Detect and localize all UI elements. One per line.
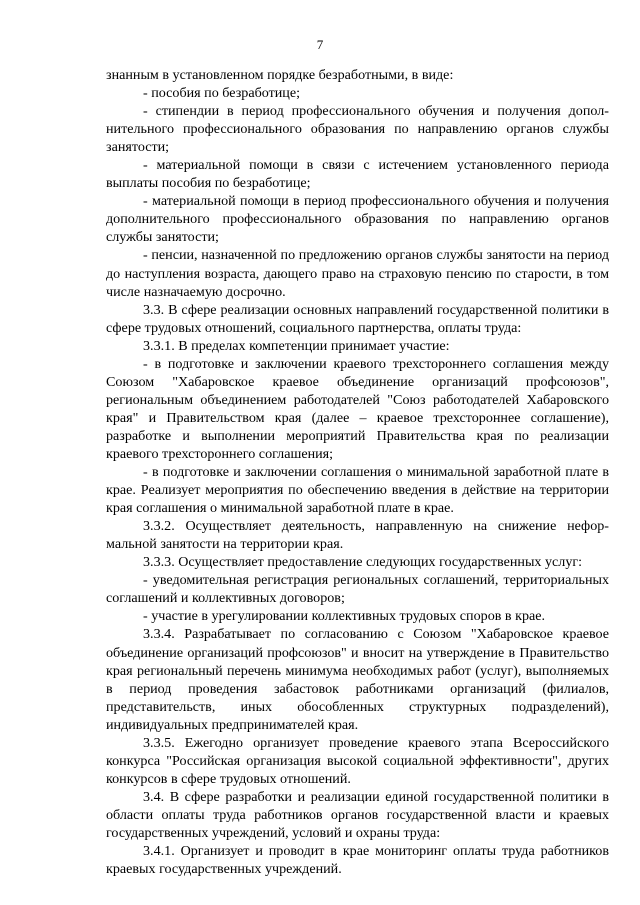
section-heading-3-4: 3.4. В сфере разработки и реализации единой государственной политики в области оплаты труда работников органов государственной власти и краевых государственных учреждений, условий и охраны труда: <box>106 788 609 841</box>
clause-3-3-5: 3.3.5. Ежегодно организует проведение краевого этапа Всероссийского конкурса "Российская организация высокой социальной эффективности", других конкурсов в сфере трудовых отношений. <box>106 734 609 787</box>
list-item: - уведомительная регистрация региональных соглашений, территориальных соглашений и коллективных договоров; <box>106 572 609 607</box>
list-item: - в подготовке и заключении соглашения о минимальной заработной плате в крае. Реализует мероприятия по обеспечению введения в действие на территории края соглашения о минимальной заработной плате в крае. <box>106 464 609 517</box>
list-item: - пособия по безработице; <box>143 85 301 102</box>
clause-3-3-4: 3.3.4. Разрабатывает по согласованию с Союзом "Хабаровское краевое объединение организаций профсоюзов" и вносит на утверждение в Правительство края региональный перечень минимума необходимых работ (услуг), выполняемых в период проведения забастовок работниками организаций (филиалов, представительств, иных обособленных структурных подразделений), индивидуальных предпринимателей края. <box>106 626 609 733</box>
clause-3-3-1: 3.3.1. В пределах компетенции принимает участие: <box>143 337 450 354</box>
clause-3-3-2: 3.3.2. Осуществляет деятельность, направленную на снижение неформальной занятости на территории края. <box>106 518 609 553</box>
list-item: - материальной помощи в период профессионального обучения и получения дополнительного профессионального образования по направлению органов службы занятости; <box>106 193 609 246</box>
section-heading-3-3: 3.3. В сфере реализации основных направлений государственной политики в сфере трудовых отношений, социального партнерства, оплаты труда: <box>106 301 609 336</box>
list-item: - участие в урегулировании коллективных трудовых споров в крае. <box>143 608 546 625</box>
list-item: - материальной помощи в связи с истечением установленного периода выплаты пособия по безработице; <box>106 157 609 192</box>
paragraph: знанным в установленном порядке безработными, в виде: <box>106 67 454 83</box>
page-number: 7 <box>316 37 324 52</box>
list-item: - пенсии, назначенной по предложению органов службы занятости на период до наступления возраста, дающего право на страховую пенсию по старости, в том числе назначаемую досрочно. <box>106 247 609 300</box>
list-item: - стипендии в период профессионального обучения и получения дополнительного профессионального образования по направлению органов службы занятости; <box>106 103 609 156</box>
clause-3-3-3: 3.3.3. Осуществляет предоставление следующих государственных услуг: <box>143 554 583 571</box>
document-body <box>106 66 609 878</box>
clause-3-4-1: 3.4.1. Организует и проводит в крае мониторинг оплаты труда работников краевых государственных учреждений. <box>106 843 609 878</box>
list-item: - в подготовке и заключении краевого трехстороннего соглашения между Союзом "Хабаровское краевое объединение организаций профсоюзов", региональным объединением работодателей "Союз работодателей Хабаровского края" и Правительством края (далее – краевое трехстороннее соглашение), разработке и выполнении мероприятий Правительства края по реализации краевого трехстороннего соглашения; <box>106 355 609 462</box>
